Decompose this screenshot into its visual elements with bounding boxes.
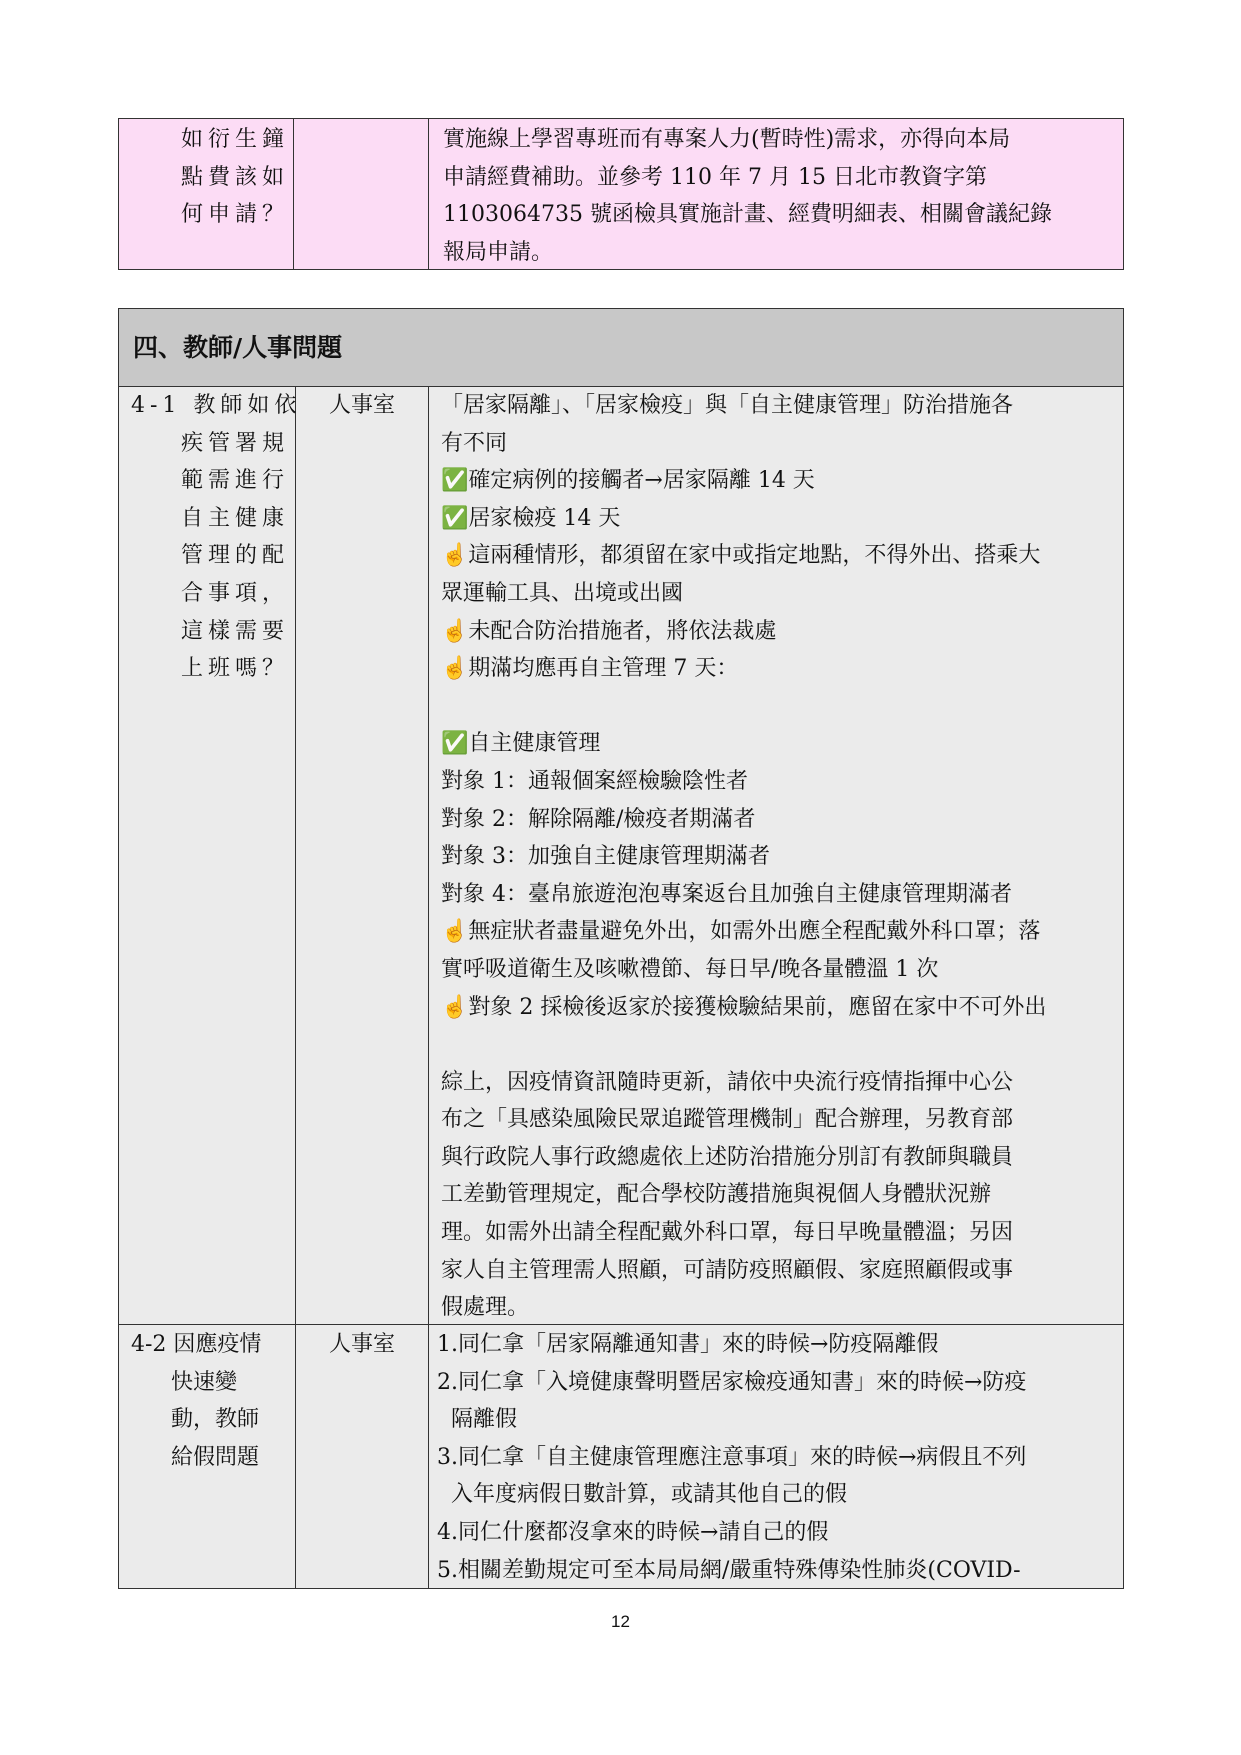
answer-line: 眾運輸工具、出境或出國: [441, 580, 684, 606]
page-number: 12: [611, 1612, 630, 1631]
answer-line: 與行政院人事行政總處依上述防治措施分別訂有教師與職員: [441, 1144, 1014, 1170]
question-line: 何申請？: [181, 202, 290, 228]
unit-cell-4-2: [329, 1326, 395, 1364]
section-title: 四、教師/人事問題: [119, 309, 1123, 387]
answer-line: 4.同仁什麼都沒拿來的時候→請自己的假: [437, 1519, 829, 1545]
answer-line: ☝這兩種情形，都須留在家中或指定地點，不得外出、搭乘大: [441, 543, 1041, 569]
answer-line: 2.同仁拿「入境健康聲明暨居家檢疫通知書」來的時候→防疫: [437, 1369, 1027, 1395]
answer-line: 有不同: [441, 430, 508, 456]
answer-line: 「居家隔離」、「居家檢疫」與「自主健康管理」防治措施各: [441, 393, 1014, 418]
question-cell: [181, 121, 289, 234]
answer-cell: [443, 121, 1052, 271]
teacher-personnel-table: [118, 308, 1124, 1589]
question-cell-4-1: [131, 387, 301, 688]
answer-line: 3.同仁拿「自主健康管理應注意事項」來的時候→病假且不列: [437, 1444, 1027, 1470]
answer-line: [441, 1026, 1046, 1064]
answer-line: 假處理。: [441, 1295, 530, 1321]
answer-line: 實施線上學習專班而有專案人力(暫時性)需求，亦得向本局: [443, 127, 1011, 152]
question-line: 上班嗎？: [181, 656, 290, 682]
answer-line: 對象 1：通報個案經檢驗陰性者: [441, 768, 748, 794]
answer-line: ☝未配合防治措施者，將依法裁處: [441, 618, 777, 644]
answer-cell-4-1: [441, 387, 1046, 1327]
answer-cell-4-2: [437, 1326, 1026, 1589]
unit-cell-4-1: [329, 387, 395, 425]
question-line: 自主健康: [181, 505, 290, 531]
answer-line: 對象 2：解除隔離/檢疫者期滿者: [441, 806, 756, 832]
answer-line: 1103064735 號函檢具實施計畫、經費明細表、相關會議紀錄: [443, 202, 1052, 228]
question-line: 4-2 因應疫情: [131, 1332, 262, 1357]
answer-line: ✅居家檢疫 14 天: [441, 505, 621, 531]
question-line: 動，教師: [171, 1407, 260, 1433]
answer-line: 對象 3：加強自主健康管理期滿者: [441, 844, 770, 870]
answer-line: [441, 688, 1046, 726]
answer-line: 入年度病假日數計算，或請其他自己的假: [437, 1482, 847, 1508]
column-divider: [428, 387, 429, 1588]
answer-line: 理。如需外出請全程配戴外科口罩，每日早晚量體溫；另因: [441, 1220, 1014, 1246]
answer-line: ✅自主健康管理: [441, 731, 601, 757]
answer-line: 實呼吸道衛生及咳嗽禮節、每日早/晚各量體溫 1 次: [441, 956, 939, 982]
answer-line: ☝對象 2 採檢後返家於接獲檢驗結果前，應留在家中不可外出: [441, 994, 1047, 1020]
question-line: 給假問題: [171, 1444, 260, 1470]
unit-label: 人事室: [329, 393, 396, 418]
answer-line: 報局申請。: [443, 239, 554, 265]
column-divider: [428, 119, 429, 269]
question-line: 疾管署規: [181, 430, 290, 456]
answer-line: 1.同仁拿「居家隔離通知書」來的時候→防疫隔離假: [437, 1332, 939, 1357]
answer-line: 家人自主管理需人照顧，可請防疫照顧假、家庭照顧假或事: [441, 1257, 1014, 1283]
question-line: 點費該如: [181, 164, 290, 190]
answer-line: 5.相關差勤規定可至本局局網/嚴重特殊傳染性肺炎(COVID-: [437, 1557, 1021, 1583]
question-line: 合事項，: [181, 580, 290, 606]
answer-line: ✅確定病例的接觸者→居家隔離 14 天: [441, 468, 815, 494]
unit-label: 人事室: [329, 1332, 396, 1357]
answer-line: 工差勤管理規定，配合學校防護措施與視個人身體狀況辦: [441, 1182, 992, 1208]
answer-line: 申請經費補助。並參考 110 年 7 月 15 日北市教資字第: [443, 164, 987, 190]
answer-line: 隔離假: [437, 1407, 517, 1433]
answer-line: 布之「具感染風險民眾追蹤管理機制」配合辦理，另教育部: [441, 1107, 1014, 1133]
answer-line: 對象 4：臺帛旅遊泡泡專案返台且加強自主健康管理期滿者: [441, 881, 1012, 907]
answer-line: 綜上，因疫情資訊隨時更新，請依中央流行疫情指揮中心公: [441, 1069, 1014, 1095]
column-divider: [293, 119, 294, 269]
question-cell-4-2: [131, 1326, 261, 1476]
question-line: 如衍生鐘: [181, 127, 290, 152]
answer-line: ☝無症狀者盡量避免外出，如需外出應全程配戴外科口罩；落: [441, 919, 1041, 945]
question-line: 4-1 教師如依: [131, 393, 302, 418]
question-line: 管理的配: [181, 543, 290, 569]
question-line: 這樣需要: [181, 618, 290, 644]
question-line: 範需進行: [181, 468, 290, 494]
answer-line: ☝期滿均應再自主管理 7 天：: [441, 656, 739, 682]
question-line: 快速變: [171, 1369, 238, 1395]
top-continuation-table: [118, 118, 1124, 270]
